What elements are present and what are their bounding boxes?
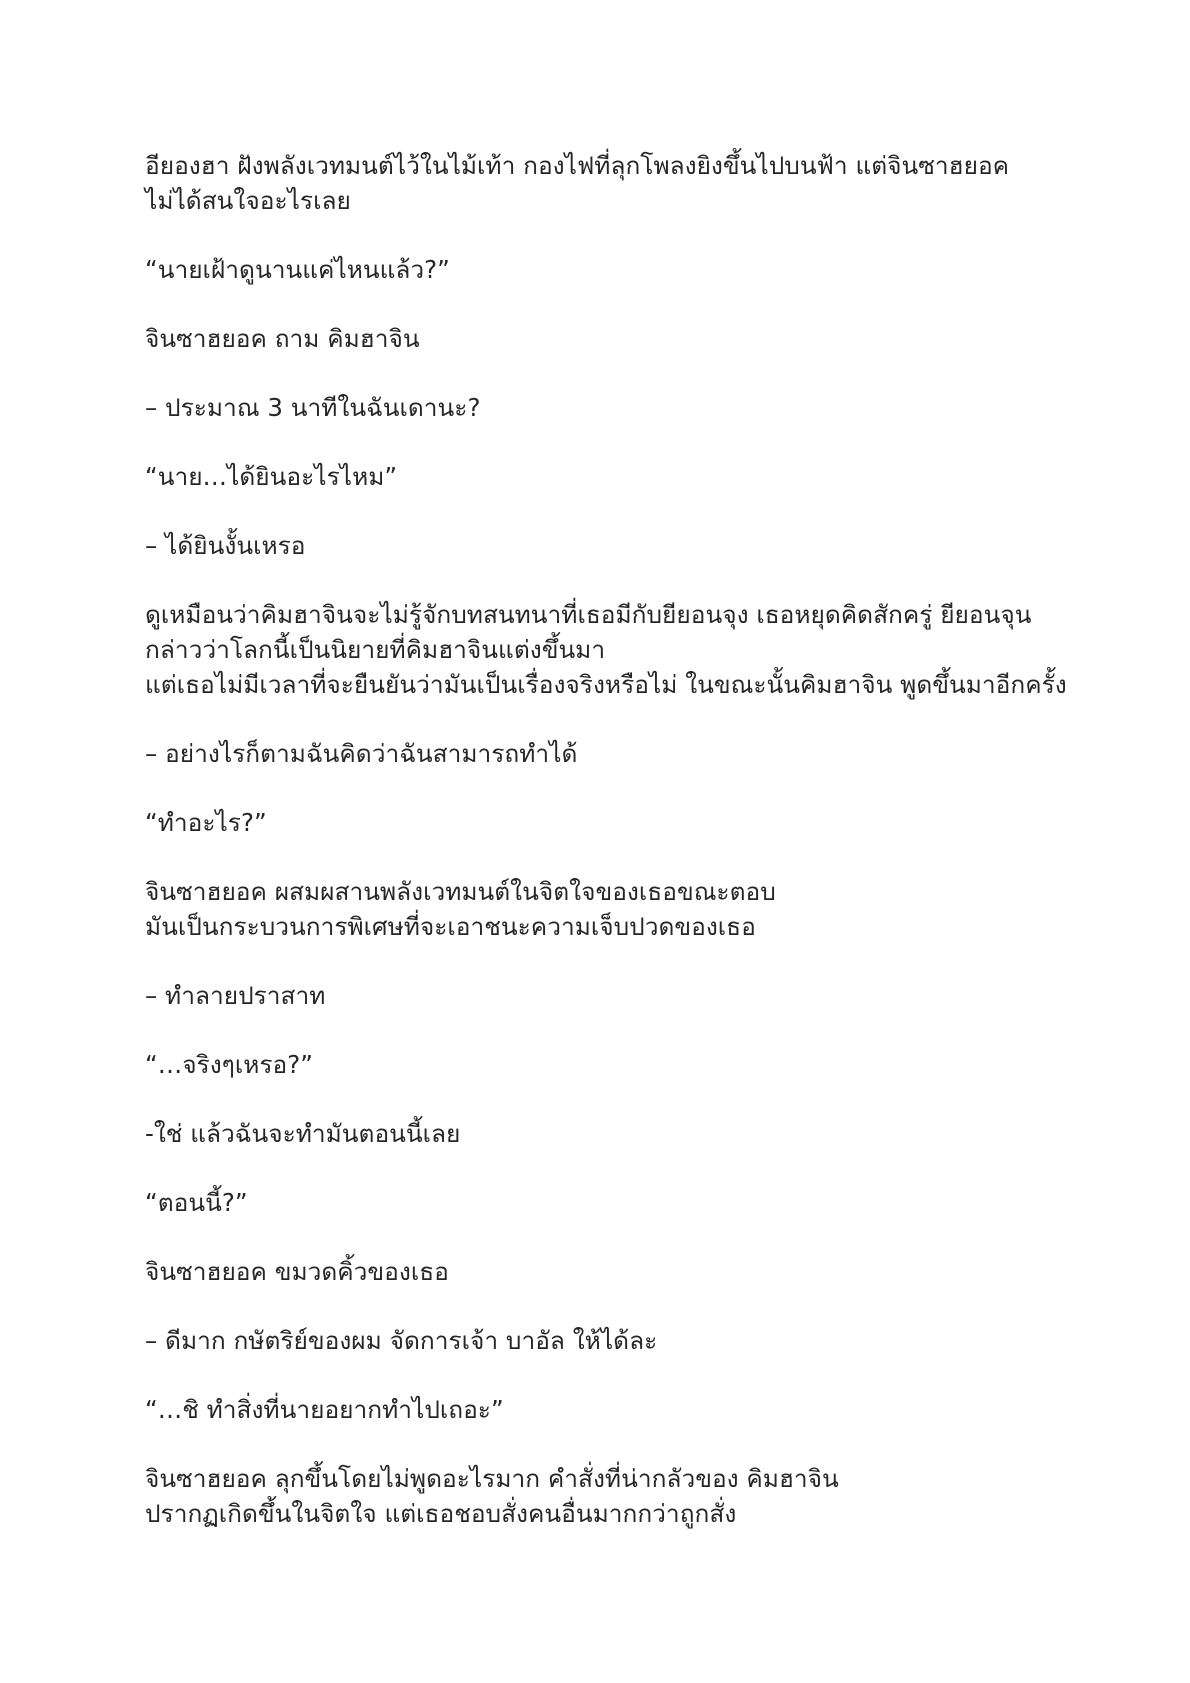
text-line: ไม่ได้สนใจอะไรเลย bbox=[145, 186, 351, 215]
text-line: จินซาฮยอค ขมวดคิ้วของเธอ bbox=[145, 1257, 449, 1286]
paragraph bbox=[145, 148, 1065, 218]
text-line: – ได้ยินงั้นเหรอ bbox=[145, 531, 306, 560]
text-line: – ประมาณ 3 นาทีในฉันเดานะ? bbox=[145, 393, 481, 422]
paragraph bbox=[145, 459, 1065, 494]
text-line: “นายเฝ้าดูนานแค่ไหนแล้ว?” bbox=[145, 255, 450, 284]
paragraph bbox=[145, 1254, 1065, 1289]
paragraph bbox=[145, 1116, 1065, 1151]
text-line: ดูเหมือนว่าคิมฮาจินจะไม่รู้จักบทสนทนาที่เธอมีกับยียอนจุง เธอหยุดคิดสักครู่ ยียอนจุน bbox=[145, 600, 1032, 629]
paragraph bbox=[145, 1323, 1065, 1358]
text-line: -ใช่ แล้วฉันจะทำมันตอนนี้เลย bbox=[145, 1119, 461, 1148]
document-body bbox=[145, 148, 1065, 1565]
text-line: – ทำลายปราสาท bbox=[145, 981, 326, 1010]
text-line: ปรากฏเกิดขึ้นในจิตใจ แต่เธอชอบสั่งคนอื่นมากกว่าถูกสั่ง bbox=[145, 1499, 737, 1528]
text-line: จินซาฮยอค ถาม คิมฮาจิน bbox=[145, 324, 420, 353]
paragraph bbox=[145, 1185, 1065, 1220]
paragraph bbox=[145, 252, 1065, 287]
text-line: – อย่างไรก็ตามฉันคิดว่าฉันสามารถทำได้ bbox=[145, 739, 578, 768]
text-line: จินซาฮยอค ผสมผสานพลังเวทมนต์ในจิตใจของเธอขณะตอบ bbox=[145, 877, 776, 906]
paragraph bbox=[145, 736, 1065, 771]
paragraph bbox=[145, 528, 1065, 563]
text-line: “นาย…ได้ยินอะไรไหม” bbox=[145, 462, 398, 491]
text-line: อียองฮา ฝังพลังเวทมนต์ไว้ในไม้เท้า กองไฟที่ลุกโพลงยิงขึ้นไปบนฟ้า แต่จินซาฮยอค bbox=[145, 151, 1010, 180]
paragraph bbox=[145, 1047, 1065, 1082]
paragraph bbox=[145, 1461, 1065, 1531]
text-line: “ทำอะไร?” bbox=[145, 808, 267, 837]
text-line: มันเป็นกระบวนการพิเศษที่จะเอาชนะความเจ็บปวดของเธอ bbox=[145, 912, 756, 941]
text-line: “…จริงๆเหรอ?” bbox=[145, 1050, 313, 1079]
paragraph bbox=[145, 978, 1065, 1013]
text-line: กล่าวว่าโลกนี้เป็นนิยายที่คิมฮาจินแต่งขึ้นมา bbox=[145, 635, 606, 664]
paragraph bbox=[145, 805, 1065, 840]
text-line: จินซาฮยอค ลุกขึ้นโดยไม่พูดอะไรมาก คำสั่งที่น่ากลัวของ คิมฮาจิน bbox=[145, 1464, 839, 1493]
paragraph bbox=[145, 1392, 1065, 1427]
text-line: “ตอนนี้?” bbox=[145, 1188, 248, 1217]
paragraph bbox=[145, 874, 1065, 944]
paragraph bbox=[145, 321, 1065, 356]
text-line: “…ชิ ทำสิ่งที่นายอยากทำไปเถอะ” bbox=[145, 1395, 504, 1424]
text-line: แต่เธอไม่มีเวลาที่จะยืนยันว่ามันเป็นเรื่องจริงหรือไม่ ในขณะนั้นคิมฮาจิน พูดขึ้นมาอีกครั้ง bbox=[145, 670, 1067, 699]
text-line: – ดีมาก กษัตริย์ของผม จัดการเจ้า บาอัล ให้ได้ละ bbox=[145, 1326, 658, 1355]
paragraph bbox=[145, 390, 1065, 425]
paragraph bbox=[145, 597, 1065, 702]
